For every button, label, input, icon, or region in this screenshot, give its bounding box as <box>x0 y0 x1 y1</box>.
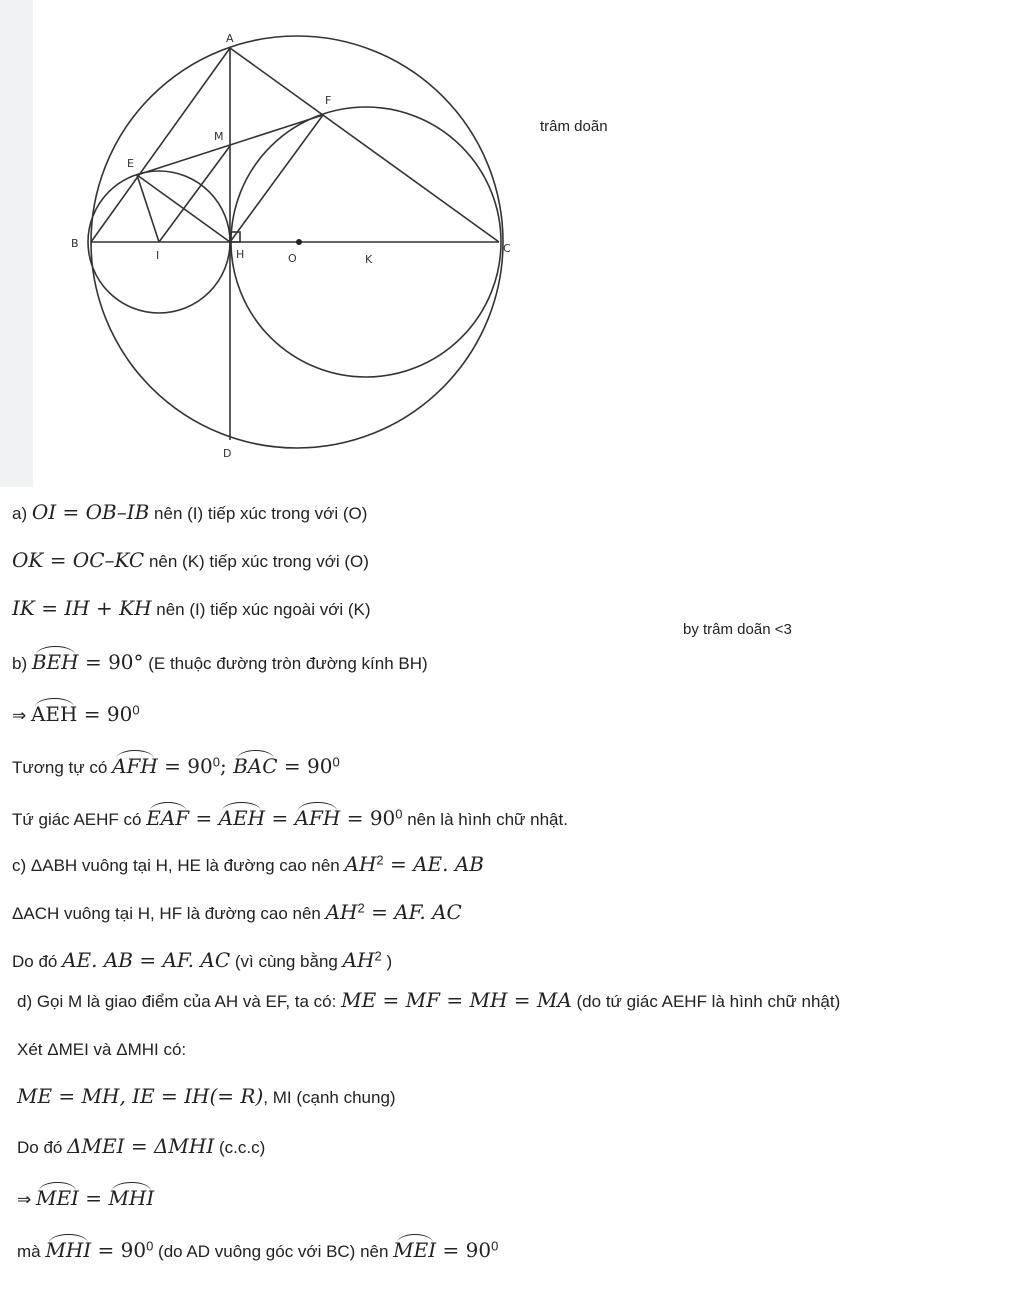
math: = 90 <box>277 754 333 778</box>
sup: 0 <box>212 754 220 770</box>
math: OK = OC–KC <box>12 548 145 572</box>
line-d5 <box>17 1180 154 1210</box>
angle: BAC <box>233 748 277 778</box>
math: AE. AB = AF. AC <box>62 948 231 972</box>
text: (do AD vuông góc với BC) nên <box>153 1242 394 1261</box>
math: ΔMEI = ΔMHI <box>67 1134 215 1158</box>
text: Xét ΔMEI và ΔMHI có: <box>17 1040 187 1059</box>
math: AH <box>325 900 358 924</box>
line-c3 <box>12 948 392 972</box>
line-c1 <box>12 852 484 876</box>
sup: 2 <box>376 852 384 868</box>
sup: 2 <box>374 948 382 964</box>
label-a: A <box>226 32 234 45</box>
text: (do tứ giác AEHF là hình chữ nhật) <box>571 992 841 1011</box>
line-d3 <box>17 1084 396 1108</box>
math: = 90 <box>91 1238 147 1262</box>
text: c) ΔABH vuông tại H, HE là đường cao nên <box>12 856 345 875</box>
arrow: ⇒ <box>12 706 31 725</box>
math: AH <box>342 948 375 972</box>
label-o: O <box>288 252 297 265</box>
line-d2 <box>17 1040 186 1060</box>
text: nên là hình chữ nhật. <box>402 810 568 829</box>
angle: EAF <box>146 800 189 830</box>
geometry-figure <box>33 0 533 480</box>
line-a3 <box>12 596 371 620</box>
angle: AFH <box>295 800 341 830</box>
text: Tứ giác AEHF có <box>12 810 147 829</box>
text: (E thuộc đường tròn đường kính BH) <box>143 654 428 673</box>
line-a2 <box>12 548 369 572</box>
signature-bottom: by trâm doãn <3 <box>683 621 792 637</box>
label-m: M <box>214 130 224 143</box>
sup: 0 <box>491 1238 499 1254</box>
math: = 90 <box>340 806 396 830</box>
text: nên (K) tiếp xúc trong với (O) <box>144 552 369 571</box>
label-b: B <box>71 237 79 250</box>
math: = 90 <box>77 702 133 726</box>
text: a) <box>12 504 32 523</box>
angle: AEH <box>219 800 265 830</box>
line-a1 <box>12 500 367 524</box>
label-h: H <box>236 248 245 261</box>
line-b4 <box>12 800 568 830</box>
label-c: C <box>503 242 511 255</box>
geometry-diagram <box>33 0 533 480</box>
angle: BEH <box>32 644 79 674</box>
math: = AE. AB <box>383 852 484 876</box>
segment-ei <box>137 175 159 242</box>
math: = <box>78 1186 109 1210</box>
angle: MHI <box>108 1180 154 1210</box>
sup: 2 <box>357 900 365 916</box>
text: (c.c.c) <box>214 1138 266 1157</box>
angle: MEI <box>393 1232 436 1262</box>
math: = 90 <box>436 1238 492 1262</box>
angle: MHI <box>45 1232 91 1262</box>
math: = <box>189 806 219 830</box>
angle: AFH <box>112 748 158 778</box>
label-i: I <box>156 249 160 262</box>
text: ) <box>381 952 393 971</box>
line-b3 <box>12 748 340 778</box>
text: Do đó <box>12 952 63 971</box>
center-o-dot <box>296 239 302 245</box>
text: nên (I) tiếp xúc ngoài với (K) <box>151 600 371 619</box>
line-b2 <box>12 696 140 726</box>
line-d4 <box>17 1134 265 1158</box>
sup: 0 <box>332 754 340 770</box>
line-c2 <box>12 900 462 924</box>
text: nên (I) tiếp xúc trong với (O) <box>149 504 368 523</box>
math: = 90° <box>78 650 144 674</box>
sup: 0 <box>395 806 403 822</box>
segment-ab <box>91 48 230 242</box>
line-d1 <box>17 988 840 1012</box>
signature-top: trâm doãn <box>540 118 608 135</box>
sup: 0 <box>132 702 140 718</box>
label-f: F <box>325 94 332 107</box>
angle: AEH <box>31 696 77 726</box>
angle: MEI <box>36 1180 79 1210</box>
line-b1 <box>12 644 428 674</box>
label-d: D <box>223 447 232 460</box>
math: ME = MH, IE = IH(= R) <box>17 1084 264 1108</box>
math: IK = IH + KH <box>12 596 152 620</box>
arrow: ⇒ <box>17 1190 36 1209</box>
text: ΔACH vuông tại H, HF là đường cao nên <box>12 904 326 923</box>
math: ; <box>219 754 234 778</box>
math: = 90 <box>157 754 213 778</box>
text: Tương tự có <box>12 758 113 777</box>
segment-ac <box>230 48 499 242</box>
math: = AF. AC <box>364 900 462 924</box>
text: d) Gọi M là giao điểm của AH và EF, ta có: <box>17 992 342 1011</box>
math: ME = MF = MH = MA <box>341 988 572 1012</box>
text: (vì cùng bằng <box>230 952 343 971</box>
left-gray-strip <box>0 0 33 487</box>
sup: 0 <box>146 1238 154 1254</box>
line-d6 <box>17 1232 498 1262</box>
segment-fh <box>230 115 323 242</box>
text: mà <box>17 1242 46 1261</box>
text: , MI (cạnh chung) <box>263 1088 396 1107</box>
label-e: E <box>127 157 134 170</box>
math: OI = OB–IB <box>31 500 150 524</box>
text: Do đó <box>17 1138 68 1157</box>
label-k: K <box>365 253 373 266</box>
math: = <box>265 806 295 830</box>
math: AH <box>344 852 377 876</box>
segment-im <box>159 146 230 242</box>
text: b) <box>12 654 32 673</box>
